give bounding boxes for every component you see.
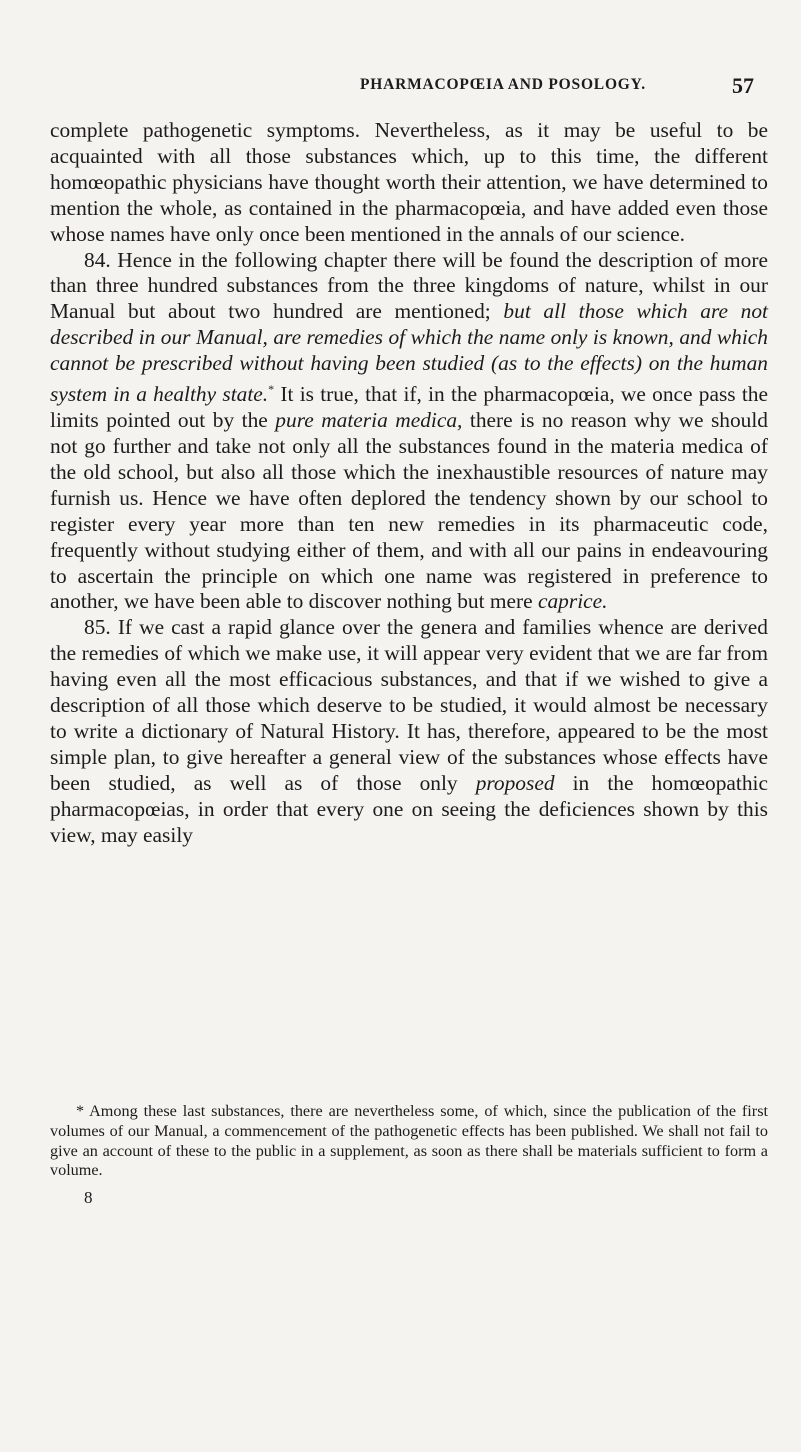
paragraph-text: 84. Hence in the following chapter there will be found the description of more than three hundred substances from the three kingdoms of nature, whilst in our Manual but about two hundred are mentioned; <box>50 247 768 324</box>
running-head: PHARMACOPŒIA AND POSOLOGY. <box>360 76 646 93</box>
paragraph-85 <box>50 615 768 848</box>
footnote-reference: * <box>268 382 275 397</box>
italic-text: proposed <box>475 770 555 795</box>
body-text <box>50 118 768 849</box>
paragraph-84 <box>50 248 768 616</box>
footnote <box>50 1102 768 1181</box>
italic-text: pure materia medica, <box>275 408 463 433</box>
paragraph-text: in the homœopathic pharmacopœias, in order that every one on seeing the deficiences shown by this view, may easily <box>50 770 768 847</box>
paragraph-text: complete pathogenetic symptoms. Nevertheless, as it may be useful to be acquainted with all those substances which, up to this time, the different homœopathic physicians have thought worth their attention, we have determined to mention the whole, as contained in the pharmacopœia, and have added even those whose names have only once been mentioned in the annals of our science. <box>50 118 768 246</box>
paragraph-text: It is true, that if, in the pharmacopœia, we once pass the limits pointed out by the <box>50 382 769 433</box>
italic-text: caprice. <box>537 589 608 614</box>
signature-mark: 8 <box>84 1188 93 1207</box>
paragraph-text: 85. If we cast a rapid glance over the genera and families whence are derived the remedies of which we make use, it will appear very evident that we are far from having even all the most efficacious substances, and that if we wished to give a description of all those which deserve to be studied, it would almost be necessary to write a dictionary of Natural History. It has, therefore, appeared to be the most simple plan, to give hereafter a general view of the substances whose effects have been studied, as well as of those only <box>50 615 768 795</box>
paragraph-continuation <box>50 118 768 248</box>
page-header <box>360 73 760 102</box>
italic-text: but all those which are not described in our Manual, are remedies of which the name only is known, and which cannot be prescribed without having been studied (as to the effects) on the human system in a healthy state. <box>50 299 768 407</box>
paragraph-text: there is no reason why we should not go further and take not only all the substances found in the materia medica of the old school, but also all those which the inexhaustible resources of nature may furnish us. Hence we have often deplored the tendency shown by our school to register every year more than ten new remedies in its pharmaceutic code, frequently without studying either of them, and with all our pains in endeavouring to ascertain the principle on which one name was registered in preference to another, we have been able to discover nothing but mere <box>50 408 768 614</box>
footnote-text: * Among these last substances, there are nevertheless some, of which, since the publication of the first volumes of our Manual, a commencement of the pathogenetic effects has been published. We shall not fail to give an account of these to the public in a supplement, as soon as there shall be materials sufficient to form a volume. <box>50 1102 768 1180</box>
page-number: 57 <box>732 73 754 98</box>
